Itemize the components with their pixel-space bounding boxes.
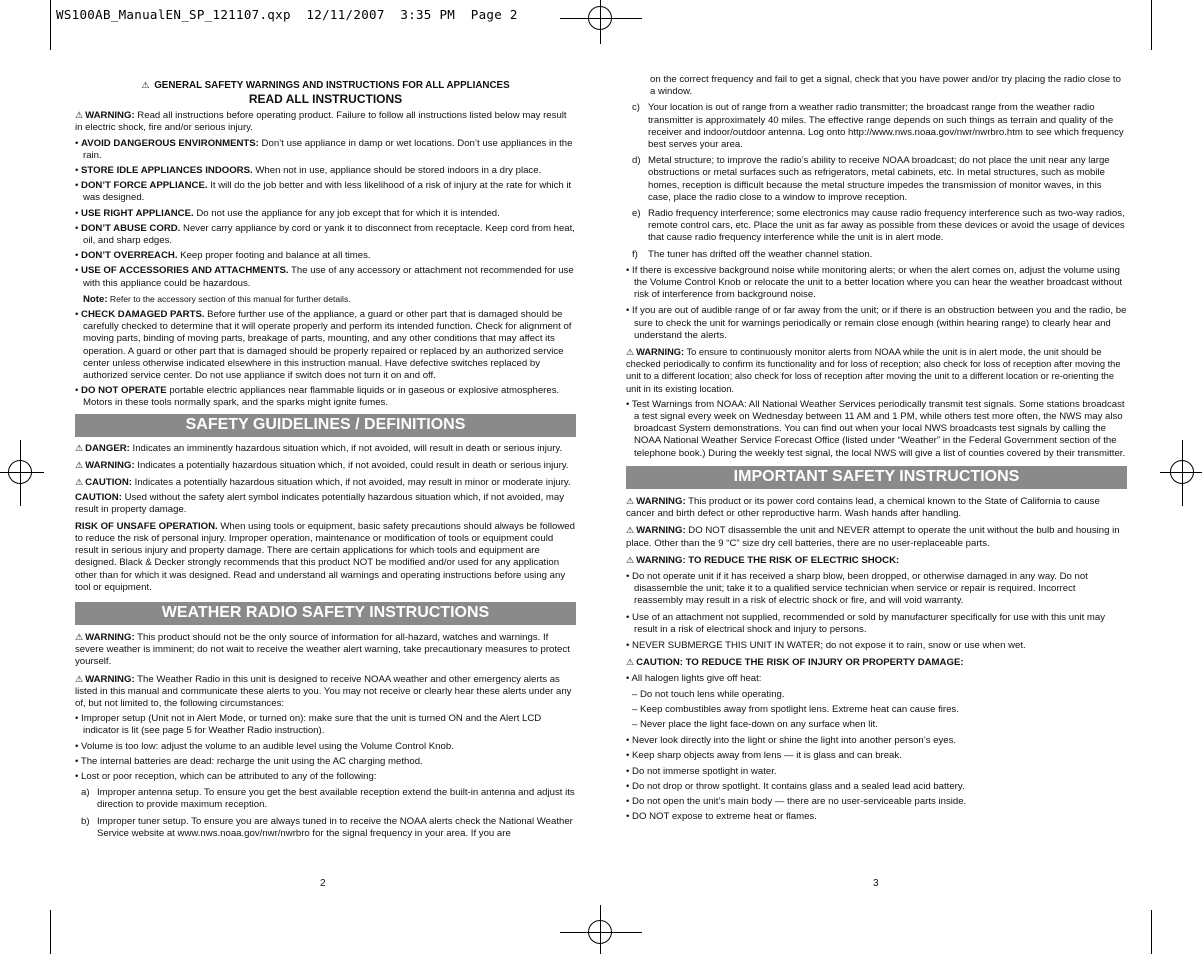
list-item: • DO NOT expose to extreme heat or flames. [626, 811, 817, 823]
section-heading-weather-radio: WEATHER RADIO SAFETY INSTRUCTIONS [75, 602, 576, 625]
definition-warning: ⚠ WARNING: Indicates a potentially hazardous situation which, if not avoided, could result in death or serious injury. [75, 459, 569, 471]
warning-lead: ⚠ WARNING: This product or its power cord contains lead, a chemical known to the State of California to cause cancer and birth defect or other reproductive harm. Wash hands after handling. [626, 495, 1100, 520]
list-item: • STORE IDLE APPLIANCES INDOORS. When not in use, appliance should be stored indoors in a dry place. [75, 165, 542, 177]
warning-intro: ⚠ WARNING: Read all instructions before operating product. Failure to follow all instructions listed below may result in electric shock, fire and/or serious injury. [75, 110, 567, 134]
warning-electric-shock: ⚠ WARNING: TO REDUCE THE RISK OF ELECTRIC SHOCK: [626, 554, 900, 566]
page-number-left: 2 [320, 878, 326, 889]
list-item: b) Improper tuner setup. To ensure you are always tuned in to receive the NOAA alerts check the National Weather Service website at www.nws.noaa.gov/nwr/nwrbro for the signal frequency in your area. If you are [81, 815, 573, 839]
weather-warning-2: ⚠ WARNING: The Weather Radio in this unit is designed to receive NOAA weather and other emergency alerts as listed in this manual and communicate these alerts to you. You may not receive or clearly hear these alerts under any of, but not limited to, the following circumstances: [75, 673, 572, 709]
general-bullets [75, 138, 576, 410]
warning-triangle-icon: ⚠ [626, 554, 635, 565]
warning-triangle-icon: ⚠ [626, 525, 635, 536]
warning-triangle-icon: ⚠ [75, 442, 84, 453]
left-page [75, 79, 576, 840]
warning-triangle-icon: ⚠ [75, 477, 84, 488]
list-item: • DON’T OVERREACH. Keep proper footing and balance at all times. [75, 250, 371, 262]
weather-radio-instructions [75, 631, 576, 840]
list-item: • NEVER SUBMERGE THIS UNIT IN WATER; do not expose it to rain, snow or use when wet. [626, 639, 1026, 651]
important-safety-instructions [626, 495, 1127, 823]
warning-triangle-icon: ⚠ [75, 110, 84, 121]
list-item: • Improper setup (Unit not in Alert Mode, or turned on): make sure that the unit is turned ON and the Alert LCD indicator is lit (see page 5 for Weather Radio instruction). [75, 713, 542, 737]
list-item: • All halogen lights give off heat: [626, 673, 762, 685]
crop-mark-top-left [50, 0, 51, 50]
list-item: • If you are out of audible range of or far away from the unit; or if there is an obstruction between you and the radio, be sure to check the unit for warnings periodically or remain close enough (within hearing range) to clearly hear and understand the alerts. [626, 305, 1127, 341]
warning-disassemble: ⚠ WARNING: DO NOT disassemble the unit and NEVER attempt to operate the unit without the bulb and housing in place. Other than the 9 “C” size dry cell batteries, there are no user-replaceable parts. [626, 525, 1120, 549]
list-item: • DON’T FORCE APPLIANCE. It will do the job better and with less likelihood of a risk of injury at the rate for which it was designed. [75, 180, 572, 204]
definition-danger: ⚠ DANGER: Indicates an imminently hazardous situation which, if not avoided, will result in death or serious injury. [75, 442, 563, 454]
section-heading-safety-guidelines: SAFETY GUIDELINES / DEFINITIONS [75, 414, 576, 437]
right-page [626, 74, 1127, 823]
list-item: d) Metal structure; to improve the radio’s ability to receive NOAA broadcast; do not place the unit near any large obstructions or metal surfaces such as refrigerators, metal cabinets, etc. In metal structures, such as mobile homes, reception is difficult because the metal structure impedes the transmission of monitor waves, in this case, place the radio close to a window to improve reception. [632, 155, 1110, 203]
list-item: • Do not open the unit’s main body — there are no user-serviceable parts inside. [626, 795, 967, 807]
list-item: • Do not drop or throw spotlight. It contains glass and a sealed lead acid battery. [626, 780, 965, 792]
page-number-right: 3 [873, 878, 879, 889]
list-item: • If there is excessive background noise while monitoring alerts; or when the alert comes on, adjust the volume using the Volume Control Knob or relocate the unit to a better location where you can hear the weather broadcast without risk of interference from background noise. [626, 264, 1122, 301]
list-item: • Keep sharp objects away from lens — it is glass and can break. [626, 750, 902, 762]
list-item: • Test Warnings from NOAA: All National Weather Services periodically transmit test signals. Some stations broadcast a test signal every week on Wednesday between 11 AM and 1 PM, while others test more often, the NWS may also broadcast System demonstrations. You can find out when your local NWS broadcasts test signals by calling the NOAA National Weather Service Forecast Office (listed under “Weather” in the Federal Government section of the telephone book.) During the weekly test signal, the local NWS will give a list of counties covered by their transmitter. [626, 398, 1126, 459]
weather-warning-1: ⚠ WARNING: This product should not be the only source of information for all-hazard, watches and warnings. If severe weather is imminent; do not wait to receive the weather alert warning, take precautionary measures to protect yourself. [75, 631, 570, 668]
list-item: • AVOID DANGEROUS ENVIRONMENTS: Don’t use appliance in damp or wet locations. Don’t use appliances in the rain. [75, 137, 573, 161]
caution-injury: ⚠ CAUTION: TO REDUCE THE RISK OF INJURY OR PROPERTY DAMAGE: [626, 657, 964, 669]
list-item: • USE RIGHT APPLIANCE. Do not use the appliance for any job except that for which it is intended. [75, 207, 500, 219]
list-item: – Do not touch lens while operating. [632, 688, 785, 700]
list-item: e) Radio frequency interference; some electronics may cause radio frequency interference such as two-way radios, remote control cars, etc. Place the unit as far away as possible from these devices or avoid the usage of devices that cause radio frequency interference while the unit is in alert mode. [632, 208, 1125, 244]
accessory-note: Note: Refer to the accessory section of this manual for further details. [83, 293, 351, 305]
warning-triangle-icon: ⚠ [626, 495, 635, 506]
warning-triangle-icon: ⚠ [75, 673, 84, 684]
definitions [75, 442, 576, 594]
list-item: • DO NOT OPERATE portable electric appliances near flammable liquids or in gaseous or explosive atmospheres. Motors in these tools normally spark, and the sparks might ignite fumes. [75, 385, 560, 409]
list-item: – Never place the light face-down on any surface when lit. [632, 718, 878, 730]
list-item: • CHECK DAMAGED PARTS. Before further use of the appliance, a guard or other part that is damaged should be carefully checked to determine that it will operate properly and perform its intended function. Check for alignment of moving parts, binding of moving parts, breakage of parts, mounting, and any other conditions that may affect its operation. A guard or other part that is damaged should be properly repaired or replaced by an authorized service center unless otherwise indicated elsewhere in this instruction manual. Have defective switches replaced by authorized service center. Do not use appliance if switch does not turn it on and off. [75, 309, 572, 382]
section-heading-important-safety: IMPORTANT SAFETY INSTRUCTIONS [626, 466, 1127, 489]
list-item: • DON’T ABUSE CORD. Never carry appliance by cord or yank it to disconnect from receptacle. Keep cord from heat, oil, and sharp edges. [75, 222, 575, 247]
list-item: • USE OF ACCESSORIES AND ATTACHMENTS. The use of any accessory or attachment not recommended for use with this appliance could be hazardous. [75, 265, 574, 289]
printer-slug: WS100AB_ManualEN_SP_121107.qxp 12/11/2007 3:35 PM Page 2 [56, 7, 518, 22]
warning-monitor: ⚠ WARNING: To ensure to continuously monitor alerts from NOAA while the unit is in alert mode, the unit should be checked periodically to confirm its functionality and for loss of reception; also check for loss of reception after moving the unit to a different location; also check for loss of reception after moving the unit to a different location or re-orienting the unit in its existing location. [626, 347, 1121, 394]
list-item: – Keep combustibles away from spotlight lens. Extreme heat can cause fires. [632, 703, 959, 715]
list-item: f) The tuner has drifted off the weather channel station. [632, 248, 873, 260]
list-item: • Do not operate unit if it has received a sharp blow, been dropped, or otherwise damaged in any way. Do not disassemble the unit; take it to a qualified service technician when service or repair is required. Incorrect reassembly may result in a risk of electric shock or fire, and will void warranty. [626, 570, 1088, 607]
crop-mark-top-right [1151, 0, 1152, 50]
crop-mark-bottom-right [1151, 910, 1152, 954]
list-item: • Volume is too low: adjust the volume to an audible level using the Volume Control Knob. [75, 740, 454, 752]
list-item: • Never look directly into the light or shine the light into another person’s eyes. [626, 735, 957, 747]
read-all-instructions: READ ALL INSTRUCTIONS [248, 92, 403, 107]
list-item: c) Your location is out of range from a weather radio transmitter; the broadcast range from the weather radio transmitter is approximately 40 miles. The effective range depends on such things as terrain and quality of the receiver and indoor/outdoor antenna. Log onto http://www.nws.noaa.gov/nwr/nwrbro.htm to see which frequency best serves your area. [632, 102, 1124, 151]
warning-triangle-icon: ⚠ [141, 80, 150, 90]
warning-triangle-icon: ⚠ [626, 347, 635, 358]
warning-triangle-icon: ⚠ [75, 631, 84, 642]
definition-caution-no-symbol: CAUTION: Used without the safety alert symbol indicates potentially hazardous situation which, if not avoided, may result in property damage. [75, 492, 564, 516]
list-item: • The internal batteries are dead: recharge the unit using the AC charging method. [75, 755, 423, 767]
warning-triangle-icon: ⚠ [626, 657, 635, 668]
continued-text: on the correct frequency and fail to get a signal, check that you have power and/or try placing the radio close to a window. [650, 74, 1121, 98]
crop-mark-bottom-left [50, 910, 51, 954]
risk-of-unsafe-operation: RISK OF UNSAFE OPERATION. When using tools or equipment, basic safety precautions should always be followed to reduce the risk of personal injury. Improper operation, maintenance or modification of tools or equipment could result in serious injury and property damage. There are certain applications for which tools and equipment are designed. Black & Decker strongly recommends that this product NOT be modified and/or used for any application other than for which it was designed. Read and understand all warnings and operating instructions before using any tool or equipment. [75, 520, 575, 593]
list-item: • Do not immerse spotlight in water. [626, 765, 777, 777]
list-item: • Use of an attachment not supplied, recommended or sold by manufacturer specifically for use with this unit may result in a risk of electrical shock and injury to persons. [626, 611, 1106, 635]
general-safety-title: ⚠ GENERAL SAFETY WARNINGS AND INSTRUCTIONS FOR ALL APPLIANCES [141, 80, 510, 91]
list-item: a) Improper antenna setup. To ensure you get the best available reception extend the built-in antenna and adjust its direction to provide maximum reception. [81, 787, 575, 811]
list-item: • Lost or poor reception, which can be attributed to any of the following: [75, 770, 377, 782]
definition-caution: ⚠ CAUTION: Indicates a potentially hazardous situation which, if not avoided, may result in minor or moderate injury. [75, 477, 571, 489]
warning-triangle-icon: ⚠ [75, 459, 84, 470]
